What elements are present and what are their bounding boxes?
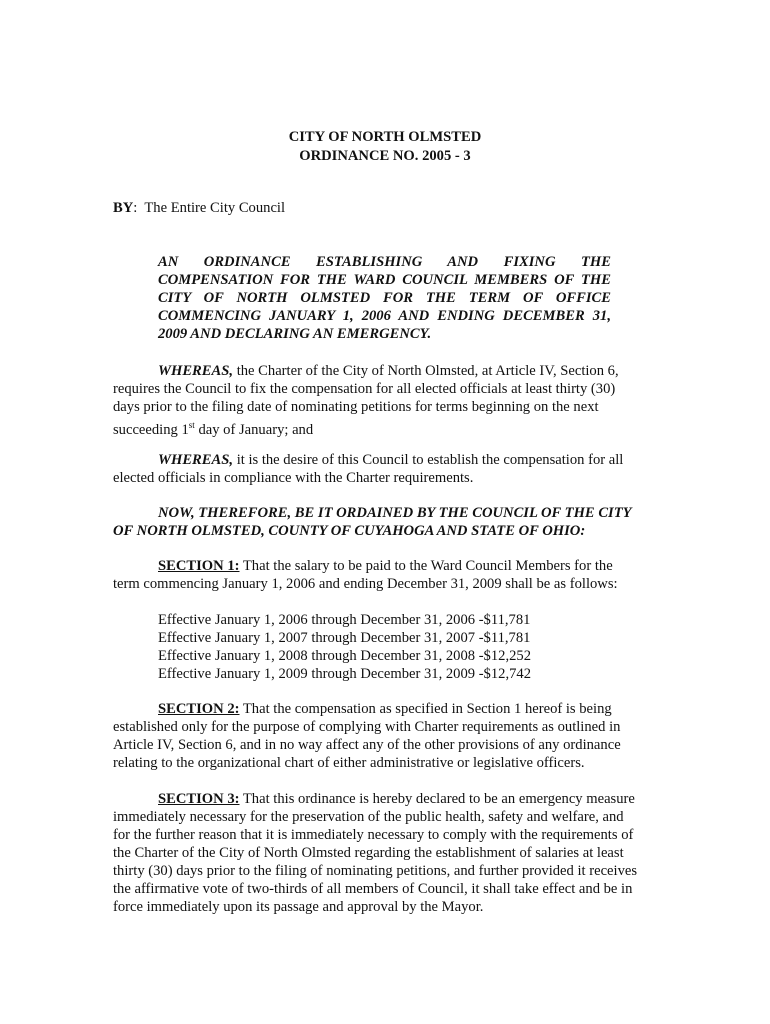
salary-schedule-row: Effective January 1, 2007 through December 31, 2007 -$11,781 <box>158 630 531 646</box>
section-2-text: That the compensation as specified in Section 1 hereof is being <box>242 701 612 717</box>
section-2-heading: SECTION 2: <box>158 701 240 717</box>
section-2-line: relating to the organizational chart of either administrative or legislative officers. <box>113 755 585 771</box>
whereas-lead: WHEREAS, <box>158 363 234 379</box>
section-1-line: term commencing January 1, 2006 and ending December 31, 2009 shall be as follows: <box>113 576 618 592</box>
whereas-1-text: succeeding 1 <box>113 421 189 438</box>
section-3-text: That this ordinance is hereby declared to be an emergency measure <box>242 791 635 807</box>
salary-schedule-row: Effective January 1, 2009 through December 31, 2009 -$12,742 <box>158 666 531 682</box>
title-line: COMPENSATION FOR THE WARD COUNCIL MEMBERS OF THE <box>158 272 611 288</box>
whereas-1-line: days prior to the filing date of nominating petitions for terms beginning on the next <box>113 399 599 415</box>
salary-schedule-row: Effective January 1, 2008 through December 31, 2008 -$12,252 <box>158 648 531 664</box>
whereas-2-text: it is the desire of this Council to establish the compensation for all <box>236 452 624 468</box>
whereas-2-first-line <box>158 451 623 469</box>
section-2-line: established only for the purpose of complying with Charter requirements as outlined in <box>113 719 621 735</box>
title-line: AN ORDINANCE ESTABLISHING AND FIXING THE <box>158 254 611 270</box>
section-3-line: the affirmative vote of two-thirds of all members of Council, it shall take effect and be in <box>113 881 633 897</box>
by-line <box>113 200 285 217</box>
section-1-text: That the salary to be paid to the Ward Council Members for the <box>242 558 613 574</box>
city-heading: CITY OF NORTH OLMSTED <box>288 129 482 145</box>
title-line: CITY OF NORTH OLMSTED FOR THE TERM OF OFFICE <box>158 290 611 306</box>
by-value: The Entire City Council <box>144 200 286 216</box>
section-3-line: immediately necessary for the preservation of the public health, safety and welfare, and <box>113 809 624 825</box>
whereas-2-line: elected officials in compliance with the Charter requirements. <box>113 470 474 486</box>
section-2-line: Article IV, Section 6, and in no way affect any of the other provisions of any ordinance <box>113 737 621 753</box>
whereas-1-last-line <box>113 416 313 439</box>
by-colon: : <box>133 200 138 216</box>
section-1-heading: SECTION 1: <box>158 558 240 574</box>
section-3-heading: SECTION 3: <box>158 791 240 807</box>
section-2-first-line <box>158 700 612 718</box>
whereas-1-text: the Charter of the City of North Olmsted, at Article IV, Section 6, <box>236 363 619 379</box>
ordinance-number: ORDINANCE NO. 2005 - 3 <box>299 148 471 164</box>
whereas-1-text: day of January; and <box>198 421 314 438</box>
section-3-first-line <box>158 790 635 808</box>
by-label: BY <box>113 200 134 216</box>
section-3-line: force immediately upon its passage and approval by the Mayor. <box>113 899 484 915</box>
whereas-lead: WHEREAS, <box>158 452 234 468</box>
whereas-1-line: requires the Council to fix the compensation for all elected officials at least thirty (30) <box>113 381 616 397</box>
ordinal-suffix: st <box>188 420 195 430</box>
section-3-line: the Charter of the City of North Olmsted regarding the establishment of salaries at least <box>113 845 624 861</box>
ordained-line: OF NORTH OLMSTED, COUNTY OF CUYAHOGA AND STATE OF OHIO: <box>113 523 586 539</box>
section-3-line: thirty (30) days prior to the filing of nominating petitions, and further provided it receives <box>113 863 638 879</box>
title-line: 2009 AND DECLARING AN EMERGENCY. <box>158 326 432 342</box>
ordained-line: NOW, THEREFORE, BE IT ORDAINED BY THE COUNCIL OF THE CITY <box>158 505 632 521</box>
whereas-1-first-line <box>158 362 619 380</box>
section-1-first-line <box>158 557 613 575</box>
section-3-line: for the further reason that it is immediately necessary to comply with the requirements of <box>113 827 634 843</box>
title-line: COMMENCING JANUARY 1, 2006 AND ENDING DECEMBER 31, <box>158 308 611 324</box>
salary-schedule-row: Effective January 1, 2006 through December 31, 2006 -$11,781 <box>158 612 531 628</box>
